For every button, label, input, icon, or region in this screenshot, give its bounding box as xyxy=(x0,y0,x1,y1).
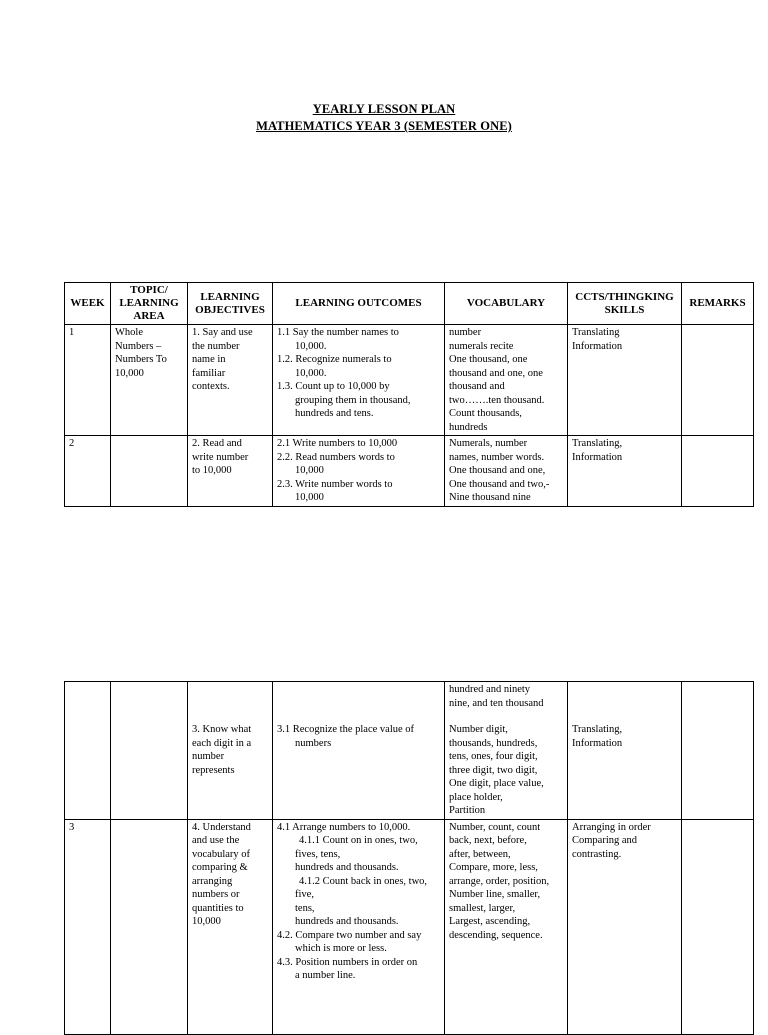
table-row xyxy=(65,325,754,436)
week-cell: 3 xyxy=(65,819,111,1034)
week-cell: 1 xyxy=(65,325,111,436)
remarks-cell xyxy=(682,682,754,820)
table-row xyxy=(65,819,754,1034)
topic-cell: Whole Numbers – Numbers To 10,000 xyxy=(111,325,188,436)
remarks-cell xyxy=(682,819,754,1034)
week-cell: 2 xyxy=(65,436,111,507)
table-row xyxy=(65,682,754,820)
vocabulary-cell: hundred and ninety nine, and ten thousand Number digit, thousands, hundreds, tens, ones, four digit, three digit, two digit, One digit, place value, place holder, Partition xyxy=(445,682,568,820)
week-cell xyxy=(65,682,111,820)
objectives-cell: 3. Know what each digit in a number represents xyxy=(188,682,273,820)
document-title: YEARLY LESSON PLAN xyxy=(312,102,456,116)
skills-cell: Arranging in order Comparing and contrasting. xyxy=(568,819,682,1034)
objectives-cell: 2. Read and write number to 10,000 xyxy=(188,436,273,507)
vocabulary-cell: Number, count, count back, next, before, after, between, Compare, more, less, arrange, order, position, Number line, smaller, smallest, larger, Largest, ascending, descending, sequence. xyxy=(445,819,568,1034)
remarks-cell xyxy=(682,325,754,436)
remarks-cell xyxy=(682,436,754,507)
header-vocabulary: VOCABULARY xyxy=(445,283,568,325)
document-subtitle: MATHEMATICS YEAR 3 (SEMESTER ONE) xyxy=(256,119,512,133)
outcomes-cell: 2.1 Write numbers to 10,000 2.2. Read numbers words to 10,000 2.3. Write number words to 10,000 xyxy=(273,436,445,507)
header-objectives: LEARNING OBJECTIVES xyxy=(188,283,273,325)
topic-cell xyxy=(111,436,188,507)
lesson-plan-table-1 xyxy=(64,282,754,507)
skills-cell: Translating, Information xyxy=(568,436,682,507)
header-remarks: REMARKS xyxy=(682,283,754,325)
skills-cell: Translating Information xyxy=(568,325,682,436)
outcomes-cell: 3.1 Recognize the place value of numbers xyxy=(273,682,445,820)
header-skills: CCTS/THINGKING SKILLS xyxy=(568,283,682,325)
vocabulary-cell: number numerals recite One thousand, one thousand and one, one thousand and two…….ten thousand. Count thousands, hundreds xyxy=(445,325,568,436)
lesson-plan-table-2 xyxy=(64,681,754,1035)
header-outcomes: LEARNING OUTCOMES xyxy=(273,283,445,325)
header-topic: TOPIC/ LEARNING AREA xyxy=(111,283,188,325)
vocabulary-cell: Numerals, number names, number words. One thousand and one, One thousand and two,- Nine thousand nine xyxy=(445,436,568,507)
outcomes-cell: 4.1 Arrange numbers to 10,000. 4.1.1 Count on in ones, two, fives, tens, hundreds and thousands. 4.1.2 Count back in ones, two, five, tens, hundreds and thousands. 4.2. Compare two number and say which is more or less. 4.3. Position numbers in order on a number line. xyxy=(273,819,445,1034)
table-row xyxy=(65,436,754,507)
topic-cell xyxy=(111,682,188,820)
objectives-cell: 1. Say and use the number name in familiar contexts. xyxy=(188,325,273,436)
outcomes-cell: 1.1 Say the number names to 10,000. 1.2. Recognize numerals to 10,000. 1.3. Count up to 10,000 by grouping them in thousand, hundreds and tens. xyxy=(273,325,445,436)
header-row xyxy=(65,283,754,325)
objectives-cell: 4. Understand and use the vocabulary of comparing & arranging numbers or quantities to 10,000 xyxy=(188,819,273,1034)
skills-cell: Translating, Information xyxy=(568,682,682,820)
topic-cell xyxy=(111,819,188,1034)
header-week: WEEK xyxy=(65,283,111,325)
